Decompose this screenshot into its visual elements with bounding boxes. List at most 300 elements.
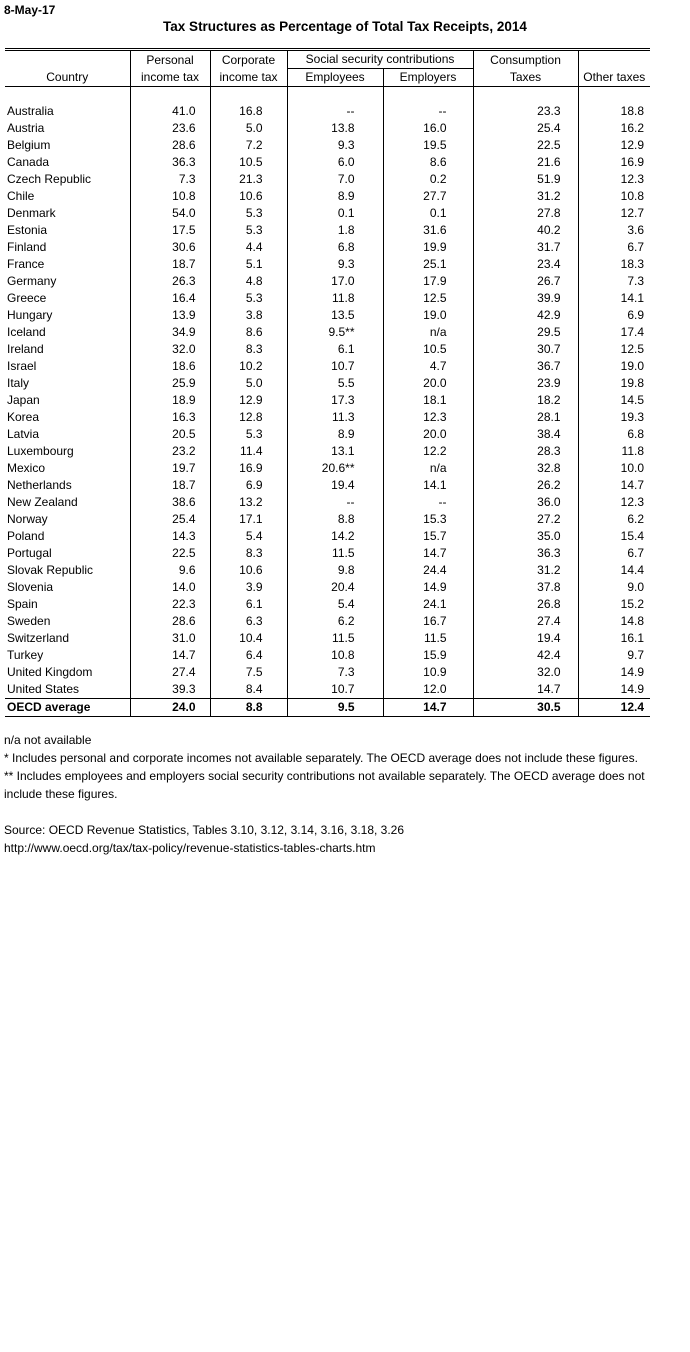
country-cell: Switzerland xyxy=(7,630,70,645)
value-cell: 7.0 xyxy=(287,171,383,188)
value-cell: 23.2 xyxy=(130,443,210,460)
column-header-personal-line2: income tax xyxy=(140,70,200,84)
value-cell: 10.4 xyxy=(210,630,287,647)
value-cell: 36.3 xyxy=(473,545,578,562)
value-cell: 27.2 xyxy=(473,511,578,528)
table-row xyxy=(5,494,650,511)
table-row xyxy=(5,596,650,613)
summary-row xyxy=(5,698,650,716)
country-cell: Czech Republic xyxy=(7,171,92,186)
value-cell: 12.9 xyxy=(578,137,650,154)
value-cell: 6.7 xyxy=(578,545,650,562)
value-cell: 27.4 xyxy=(130,664,210,681)
value-cell: 11.5 xyxy=(383,630,473,647)
value-cell: 6.2 xyxy=(578,511,650,528)
country-cell: Luxembourg xyxy=(7,443,74,458)
value-cell: 30.5 xyxy=(473,698,578,716)
column-header-corporate-income-tax xyxy=(210,50,287,87)
value-cell: 10.7 xyxy=(287,681,383,699)
value-cell: -- xyxy=(287,103,383,120)
table-row xyxy=(5,647,650,664)
value-cell: 8.6 xyxy=(383,154,473,171)
table-row xyxy=(5,460,650,477)
value-cell: 16.8 xyxy=(210,103,287,120)
value-cell: 9.3 xyxy=(287,137,383,154)
value-cell: 7.3 xyxy=(287,664,383,681)
footnotes-block xyxy=(4,731,662,857)
column-header-consumption-taxes xyxy=(473,50,578,87)
tax-structures-table xyxy=(5,48,650,717)
country-cell: Portugal xyxy=(7,545,52,560)
footnote-na: n/a not available xyxy=(4,733,92,747)
value-cell: 11.3 xyxy=(287,409,383,426)
country-cell: Slovenia xyxy=(7,579,54,594)
table-row xyxy=(5,341,650,358)
value-cell: 10.8 xyxy=(130,188,210,205)
value-cell: 23.6 xyxy=(130,120,210,137)
table-row xyxy=(5,171,650,188)
value-cell: 35.0 xyxy=(473,528,578,545)
value-cell: 12.2 xyxy=(383,443,473,460)
value-cell: 10.6 xyxy=(210,562,287,579)
country-cell: Belgium xyxy=(7,137,51,152)
value-cell: 16.9 xyxy=(210,460,287,477)
value-cell: 14.7 xyxy=(130,647,210,664)
table-row xyxy=(5,188,650,205)
value-cell: 14.9 xyxy=(578,681,650,699)
value-cell: 39.3 xyxy=(130,681,210,699)
value-cell: 10.5 xyxy=(383,341,473,358)
column-header-employees: Employees xyxy=(287,69,383,87)
table-row xyxy=(5,324,650,341)
country-cell: Ireland xyxy=(7,341,44,356)
value-cell: 1.8 xyxy=(287,222,383,239)
value-cell: 22.5 xyxy=(473,137,578,154)
country-cell: Norway xyxy=(7,511,48,526)
value-cell: 6.0 xyxy=(287,154,383,171)
value-cell: 32.0 xyxy=(473,664,578,681)
value-cell: 14.7 xyxy=(473,681,578,699)
value-cell: 10.8 xyxy=(287,647,383,664)
value-cell: 15.3 xyxy=(383,511,473,528)
value-cell: 28.6 xyxy=(130,137,210,154)
table-row xyxy=(5,239,650,256)
value-cell: 6.3 xyxy=(210,613,287,630)
country-cell: Netherlands xyxy=(7,477,72,492)
value-cell: n/a xyxy=(383,324,473,341)
value-cell: 14.1 xyxy=(578,290,650,307)
value-cell: 17.3 xyxy=(287,392,383,409)
value-cell: 6.8 xyxy=(578,426,650,443)
table-row xyxy=(5,120,650,137)
value-cell: 17.0 xyxy=(287,273,383,290)
value-cell: 15.2 xyxy=(578,596,650,613)
value-cell: 13.2 xyxy=(210,494,287,511)
value-cell: 14.9 xyxy=(578,664,650,681)
value-cell: 9.5 xyxy=(287,698,383,716)
page-title: Tax Structures as Percentage of Total Tax Receipts, 2014 xyxy=(163,19,527,34)
value-cell: 6.2 xyxy=(287,613,383,630)
table-row xyxy=(5,579,650,596)
value-cell: 14.8 xyxy=(578,613,650,630)
value-cell: 31.2 xyxy=(473,562,578,579)
value-cell: 26.3 xyxy=(130,273,210,290)
country-cell: Australia xyxy=(7,103,54,118)
value-cell: 18.6 xyxy=(130,358,210,375)
value-cell: 23.4 xyxy=(473,256,578,273)
column-header-consumption-line1: Consumption xyxy=(490,53,561,67)
value-cell: 8.9 xyxy=(287,426,383,443)
value-cell: 14.2 xyxy=(287,528,383,545)
value-cell: 15.4 xyxy=(578,528,650,545)
value-cell: 6.8 xyxy=(287,239,383,256)
value-cell: 34.9 xyxy=(130,324,210,341)
table-row xyxy=(5,205,650,222)
value-cell: 6.4 xyxy=(210,647,287,664)
value-cell: 18.8 xyxy=(578,103,650,120)
value-cell: 7.3 xyxy=(578,273,650,290)
value-cell: 5.4 xyxy=(287,596,383,613)
table-row xyxy=(5,630,650,647)
value-cell: 18.7 xyxy=(130,477,210,494)
value-cell: 3.6 xyxy=(578,222,650,239)
value-cell: 30.6 xyxy=(130,239,210,256)
country-cell: France xyxy=(7,256,45,271)
value-cell: 7.5 xyxy=(210,664,287,681)
value-cell: 19.8 xyxy=(578,375,650,392)
value-cell: 18.3 xyxy=(578,256,650,273)
value-cell: 31.0 xyxy=(130,630,210,647)
value-cell: -- xyxy=(383,103,473,120)
country-cell: Italy xyxy=(7,375,30,390)
value-cell: 38.4 xyxy=(473,426,578,443)
table-row xyxy=(5,528,650,545)
country-cell: Chile xyxy=(7,188,35,203)
value-cell: 36.7 xyxy=(473,358,578,375)
value-cell: 38.6 xyxy=(130,494,210,511)
table-row xyxy=(5,222,650,239)
value-cell: 10.5 xyxy=(210,154,287,171)
value-cell: 22.5 xyxy=(130,545,210,562)
value-cell: 6.1 xyxy=(287,341,383,358)
country-cell: Canada xyxy=(7,154,50,169)
value-cell: 6.9 xyxy=(578,307,650,324)
column-header-corporate-line1: Corporate xyxy=(221,53,276,67)
table-row xyxy=(5,358,650,375)
value-cell: 16.9 xyxy=(578,154,650,171)
value-cell: 16.7 xyxy=(383,613,473,630)
table-row xyxy=(5,392,650,409)
value-cell: 5.3 xyxy=(210,426,287,443)
value-cell: 24.1 xyxy=(383,596,473,613)
value-cell: 0.1 xyxy=(287,205,383,222)
country-cell: New Zealand xyxy=(7,494,78,509)
value-cell: 0.1 xyxy=(383,205,473,222)
column-header-social-security-group: Social security contributions xyxy=(287,50,473,69)
table-row xyxy=(5,307,650,324)
value-cell: 41.0 xyxy=(130,103,210,120)
value-cell: 6.1 xyxy=(210,596,287,613)
table-row xyxy=(5,664,650,681)
value-cell: -- xyxy=(287,494,383,511)
value-cell: 54.0 xyxy=(130,205,210,222)
value-cell: 13.1 xyxy=(287,443,383,460)
value-cell: 5.5 xyxy=(287,375,383,392)
value-cell: 19.3 xyxy=(578,409,650,426)
value-cell: 15.9 xyxy=(383,647,473,664)
country-cell: United Kingdom xyxy=(7,664,93,679)
value-cell: 14.3 xyxy=(130,528,210,545)
value-cell: 42.4 xyxy=(473,647,578,664)
value-cell: 17.5 xyxy=(130,222,210,239)
value-cell: 14.5 xyxy=(578,392,650,409)
value-cell: 36.0 xyxy=(473,494,578,511)
value-cell: 18.1 xyxy=(383,392,473,409)
table-row xyxy=(5,681,650,699)
table-row xyxy=(5,511,650,528)
footnote-double-star: ** Includes employees and employers social security contributions not available separately. The OECD average does not include these figures. xyxy=(4,769,645,801)
footnote-single-star: * Includes personal and corporate incomes not available separately. The OECD average does not include these figures. xyxy=(4,751,638,765)
column-header-employers: Employers xyxy=(383,69,473,87)
value-cell: 9.6 xyxy=(130,562,210,579)
value-cell: 8.9 xyxy=(287,188,383,205)
value-cell: 5.0 xyxy=(210,375,287,392)
column-header-country: Country xyxy=(5,50,130,87)
value-cell: 17.9 xyxy=(383,273,473,290)
value-cell: 9.7 xyxy=(578,647,650,664)
column-header-other-taxes: Other taxes xyxy=(578,50,650,87)
value-cell: 12.4 xyxy=(578,698,650,716)
value-cell: 29.5 xyxy=(473,324,578,341)
value-cell: 24.0 xyxy=(130,698,210,716)
value-cell: 14.4 xyxy=(578,562,650,579)
table-row xyxy=(5,103,650,120)
value-cell: 17.1 xyxy=(210,511,287,528)
value-cell: 14.7 xyxy=(383,698,473,716)
summary-label: OECD average xyxy=(5,698,130,716)
value-cell: 9.3 xyxy=(287,256,383,273)
value-cell: 12.3 xyxy=(578,494,650,511)
value-cell: 28.6 xyxy=(130,613,210,630)
value-cell: 12.3 xyxy=(578,171,650,188)
value-cell: 12.5 xyxy=(578,341,650,358)
value-cell: 26.8 xyxy=(473,596,578,613)
value-cell: 5.3 xyxy=(210,290,287,307)
spacer-row xyxy=(5,87,650,103)
value-cell: 5.4 xyxy=(210,528,287,545)
country-cell: Korea xyxy=(7,409,40,424)
value-cell: 5.3 xyxy=(210,205,287,222)
value-cell: 8.4 xyxy=(210,681,287,699)
value-cell: 13.9 xyxy=(130,307,210,324)
value-cell: 20.5 xyxy=(130,426,210,443)
value-cell: 7.2 xyxy=(210,137,287,154)
value-cell: 32.8 xyxy=(473,460,578,477)
country-cell: Hungary xyxy=(7,307,53,322)
value-cell: 11.5 xyxy=(287,630,383,647)
value-cell: 10.8 xyxy=(578,188,650,205)
value-cell: 10.2 xyxy=(210,358,287,375)
value-cell: 30.7 xyxy=(473,341,578,358)
value-cell: n/a xyxy=(383,460,473,477)
value-cell: 16.0 xyxy=(383,120,473,137)
source-line: Source: OECD Revenue Statistics, Tables 3.10, 3.12, 3.14, 3.16, 3.18, 3.26 xyxy=(4,823,405,837)
value-cell: 17.4 xyxy=(578,324,650,341)
country-cell: United States xyxy=(7,681,80,696)
value-cell: 10.9 xyxy=(383,664,473,681)
value-cell: 13.5 xyxy=(287,307,383,324)
value-cell: 12.5 xyxy=(383,290,473,307)
country-cell: Germany xyxy=(7,273,57,288)
value-cell: 20.0 xyxy=(383,375,473,392)
value-cell: 26.2 xyxy=(473,477,578,494)
value-cell: 7.3 xyxy=(130,171,210,188)
value-cell: 12.8 xyxy=(210,409,287,426)
value-cell: 19.9 xyxy=(383,239,473,256)
value-cell: 36.3 xyxy=(130,154,210,171)
value-cell: 14.7 xyxy=(578,477,650,494)
table-row xyxy=(5,562,650,579)
table-row xyxy=(5,613,650,630)
value-cell: 14.0 xyxy=(130,579,210,596)
value-cell: 8.8 xyxy=(210,698,287,716)
value-cell: 23.3 xyxy=(473,103,578,120)
value-cell: 12.0 xyxy=(383,681,473,699)
country-cell: Japan xyxy=(7,392,40,407)
value-cell: 18.9 xyxy=(130,392,210,409)
value-cell: 16.4 xyxy=(130,290,210,307)
value-cell: 9.0 xyxy=(578,579,650,596)
table-row xyxy=(5,273,650,290)
value-cell: 23.9 xyxy=(473,375,578,392)
table-row xyxy=(5,137,650,154)
country-cell: Estonia xyxy=(7,222,48,237)
value-cell: 18.2 xyxy=(473,392,578,409)
value-cell: 51.9 xyxy=(473,171,578,188)
value-cell: 27.4 xyxy=(473,613,578,630)
value-cell: 21.6 xyxy=(473,154,578,171)
value-cell: 6.9 xyxy=(210,477,287,494)
value-cell: 9.5** xyxy=(287,324,383,341)
value-cell: 19.4 xyxy=(287,477,383,494)
value-cell: 12.3 xyxy=(383,409,473,426)
column-header-consumption-line2: Taxes xyxy=(509,70,542,84)
value-cell: 37.8 xyxy=(473,579,578,596)
value-cell: 3.9 xyxy=(210,579,287,596)
value-cell: 11.5 xyxy=(287,545,383,562)
value-cell: 14.9 xyxy=(383,579,473,596)
value-cell: 20.6** xyxy=(287,460,383,477)
value-cell: 10.6 xyxy=(210,188,287,205)
value-cell: 20.4 xyxy=(287,579,383,596)
country-cell: Denmark xyxy=(7,205,56,220)
country-cell: Israel xyxy=(7,358,37,373)
value-cell: 21.3 xyxy=(210,171,287,188)
value-cell: 27.8 xyxy=(473,205,578,222)
value-cell: 28.3 xyxy=(473,443,578,460)
table-row xyxy=(5,375,650,392)
value-cell: 4.4 xyxy=(210,239,287,256)
value-cell: 20.0 xyxy=(383,426,473,443)
value-cell: 14.7 xyxy=(383,545,473,562)
value-cell: 31.2 xyxy=(473,188,578,205)
value-cell: 42.9 xyxy=(473,307,578,324)
value-cell: 19.5 xyxy=(383,137,473,154)
value-cell: 13.8 xyxy=(287,120,383,137)
value-cell: 8.3 xyxy=(210,341,287,358)
value-cell: 39.9 xyxy=(473,290,578,307)
value-cell: 16.2 xyxy=(578,120,650,137)
value-cell: 4.7 xyxy=(383,358,473,375)
value-cell: 0.2 xyxy=(383,171,473,188)
country-cell: Latvia xyxy=(7,426,40,441)
value-cell: 12.9 xyxy=(210,392,287,409)
country-cell: Turkey xyxy=(7,647,44,662)
table-row xyxy=(5,290,650,307)
country-cell: Sweden xyxy=(7,613,51,628)
value-cell: 10.7 xyxy=(287,358,383,375)
value-cell: 11.8 xyxy=(287,290,383,307)
date-label: 8-May-17 xyxy=(4,3,56,17)
value-cell: 3.8 xyxy=(210,307,287,324)
value-cell: 5.0 xyxy=(210,120,287,137)
value-cell: 22.3 xyxy=(130,596,210,613)
value-cell: 6.7 xyxy=(578,239,650,256)
column-header-personal-income-tax xyxy=(130,50,210,87)
value-cell: 14.1 xyxy=(383,477,473,494)
value-cell: 31.7 xyxy=(473,239,578,256)
value-cell: 31.6 xyxy=(383,222,473,239)
table-row xyxy=(5,443,650,460)
value-cell: 15.7 xyxy=(383,528,473,545)
value-cell: 25.4 xyxy=(473,120,578,137)
value-cell: 24.4 xyxy=(383,562,473,579)
value-cell: 19.4 xyxy=(473,630,578,647)
value-cell: 8.3 xyxy=(210,545,287,562)
value-cell: 27.7 xyxy=(383,188,473,205)
column-header-personal-line1: Personal xyxy=(146,53,194,67)
country-cell: Slovak Republic xyxy=(7,562,94,577)
value-cell: 25.4 xyxy=(130,511,210,528)
value-cell: 9.8 xyxy=(287,562,383,579)
value-cell: 8.8 xyxy=(287,511,383,528)
country-cell: Finland xyxy=(7,239,47,254)
value-cell: 26.7 xyxy=(473,273,578,290)
table-row xyxy=(5,256,650,273)
country-cell: Poland xyxy=(7,528,45,543)
table-row xyxy=(5,426,650,443)
table-row xyxy=(5,477,650,494)
value-cell: 10.0 xyxy=(578,460,650,477)
source-url: http://www.oecd.org/tax/tax-policy/revenue-statistics-tables-charts.htm xyxy=(4,841,376,855)
value-cell: 4.8 xyxy=(210,273,287,290)
value-cell: 19.0 xyxy=(383,307,473,324)
value-cell: 19.0 xyxy=(578,358,650,375)
value-cell: 25.1 xyxy=(383,256,473,273)
value-cell: 18.7 xyxy=(130,256,210,273)
value-cell: 40.2 xyxy=(473,222,578,239)
country-cell: Mexico xyxy=(7,460,46,475)
country-cell: Spain xyxy=(7,596,38,611)
table-row xyxy=(5,545,650,562)
country-cell: Austria xyxy=(7,120,45,135)
value-cell: 25.9 xyxy=(130,375,210,392)
value-cell: 28.1 xyxy=(473,409,578,426)
table-row xyxy=(5,154,650,171)
column-header-corporate-line2: income tax xyxy=(219,70,278,84)
value-cell: 32.0 xyxy=(130,341,210,358)
value-cell: 11.4 xyxy=(210,443,287,460)
